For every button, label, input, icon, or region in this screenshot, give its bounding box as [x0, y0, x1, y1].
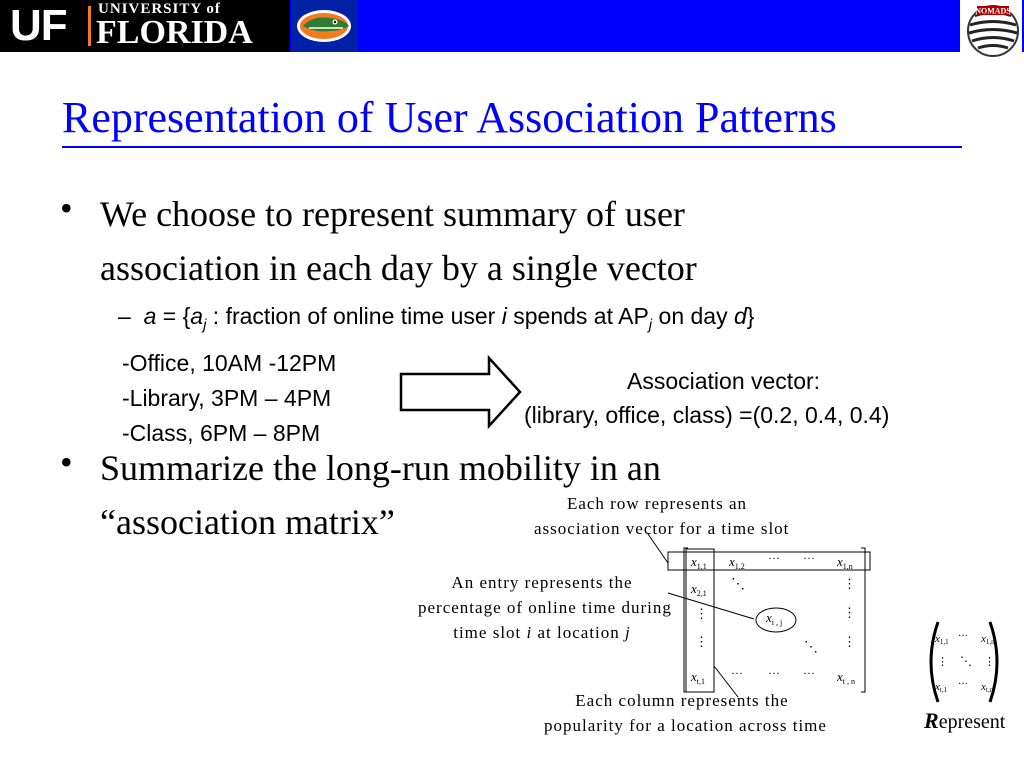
m-dots-r1b: ··· — [803, 551, 815, 565]
m-xtn: x — [837, 669, 843, 684]
svg-text:xt,1 — [690, 669, 705, 686]
s-dots-1: ··· — [958, 631, 968, 642]
m-dots-rt1: ··· — [731, 666, 743, 680]
m-vdots-r2: ⋮ — [843, 576, 856, 591]
column-annotation-line-2: popularity for a location across time — [544, 716, 827, 735]
association-vector-label: Association vector: — [627, 368, 821, 394]
entry-text-a: time slot — [453, 623, 527, 642]
s-xt1: x — [935, 681, 940, 693]
definition-text-2: spends at AP — [506, 303, 649, 329]
m-dots-rt3: ··· — [803, 666, 815, 680]
m-subtn: t , n — [842, 677, 856, 686]
s-x11: x — [935, 633, 940, 645]
m-xt1: x — [691, 669, 697, 684]
svg-text:xt , n — [836, 669, 855, 686]
bullet-marker-1: • — [60, 188, 73, 228]
row-annotation-line-1: Each row represents an — [566, 494, 748, 513]
m-sub11: 1,1 — [696, 562, 707, 571]
entry-annotation-line-1: An entry represents the — [451, 573, 633, 592]
schedule-library: -Library, 3PM – 4PM — [122, 385, 332, 411]
sub-bullet-dash: – — [118, 303, 131, 329]
svg-text:xt,n — [980, 681, 994, 694]
sub-j-1: j — [203, 316, 207, 334]
m-xij: x — [766, 610, 772, 625]
represent-caption — [924, 708, 1005, 734]
s-subt1: t,1 — [939, 686, 948, 694]
entry-annotation-line-2: percentage of online time during — [418, 598, 672, 617]
bullet-2-line-1: Summarize the long-run mobility in an — [100, 448, 661, 488]
small-matrix-icon — [924, 618, 1004, 706]
association-matrix-diagram — [640, 530, 880, 700]
svg-text:xt,1 — [934, 681, 948, 694]
s-dots-2: ··· — [958, 679, 968, 690]
m-x12: x — [729, 554, 735, 569]
represent-R: R — [924, 708, 939, 733]
m-dots-rt2: ··· — [768, 666, 780, 680]
svg-text:x2,1 — [690, 581, 707, 598]
bullet-1-line-1: We choose to represent summary of user — [100, 194, 685, 234]
florida-text: FLORIDA — [96, 14, 253, 51]
s-ddots: ⋱ — [960, 654, 972, 668]
s-xtn: x — [981, 681, 986, 693]
m-sub21: 2,1 — [696, 589, 707, 598]
eq-open: = { — [156, 303, 191, 329]
s-x1n: x — [981, 633, 986, 645]
university-of-text: UNIVERSITY of — [98, 1, 221, 17]
nomads-globe-logo[interactable] — [960, 0, 1022, 62]
logo-divider — [88, 6, 91, 46]
m-vdots-c1b: ⋮ — [695, 634, 708, 649]
var-i: i — [501, 303, 507, 329]
bullet-2-line-2: “association matrix” — [100, 502, 395, 542]
m-sub1n: 1,n — [842, 562, 853, 571]
m-dots-r1a: ··· — [768, 551, 780, 565]
definition-text-3: on day — [652, 303, 734, 329]
bullet-1-line-2: association in each day by a single vector — [100, 248, 697, 288]
svg-text:x1,n — [836, 554, 853, 571]
bullet-marker-2: • — [60, 442, 73, 482]
entry-var-j: j — [625, 623, 631, 642]
entry-var-i: i — [526, 623, 533, 642]
svg-text:x1,1 — [690, 554, 707, 571]
represent-rest: epresent — [938, 711, 1006, 733]
svg-text:xi , j — [765, 610, 782, 627]
gator-logo-icon — [291, 0, 358, 52]
m-subij: i , j — [771, 618, 783, 627]
schedule-class: -Class, 6PM – 8PM — [122, 420, 321, 446]
slide-title: Representation of User Association Patterns — [62, 93, 837, 142]
svg-text:x1,1 — [934, 633, 949, 646]
s-vdots-2: ⋮ — [984, 656, 995, 668]
close-brace: } — [746, 303, 755, 329]
entry-annotation — [418, 570, 672, 645]
sub-j-2: j — [648, 316, 653, 334]
m-sub12: 1,2 — [734, 562, 745, 571]
m-ddots-2: ⋱ — [804, 640, 818, 655]
uf-logo[interactable] — [0, 0, 290, 52]
schedule-office: -Office, 10AM -12PM — [122, 350, 337, 376]
column-annotation-line-1: Each column represents the — [575, 691, 789, 710]
s-sub11: 1,1 — [939, 638, 949, 646]
association-vector-value: (library, office, class) =(0.2, 0.4, 0.4) — [524, 402, 890, 428]
m-subt1: t,1 — [696, 677, 706, 686]
s-vdots-1: ⋮ — [937, 656, 948, 668]
m-vdots-cna: ⋮ — [843, 605, 856, 620]
s-subtn: t,n — [985, 686, 994, 694]
right-arrow-icon — [398, 355, 524, 429]
svg-text:x1,2 — [728, 554, 745, 571]
var-a: a — [143, 303, 157, 329]
header-bar — [0, 0, 1024, 52]
m-vdots-c1a: ⋮ — [695, 606, 708, 621]
sub-bullet-definition — [118, 303, 754, 334]
var-d: d — [733, 303, 747, 329]
var-aj: a — [190, 303, 204, 329]
uf-monogram: UF — [10, 1, 67, 50]
m-ddots-1: ⋱ — [731, 577, 745, 592]
m-x11: x — [691, 554, 697, 569]
m-x1n: x — [837, 554, 843, 569]
s-sub1n: 1,n — [985, 638, 995, 646]
row-annotation-line-2: association vector for a time slot — [534, 519, 790, 538]
definition-text-1: : fraction of online time user — [206, 303, 502, 329]
nomads-text: NOMADS — [975, 6, 1011, 16]
m-x21: x — [691, 581, 697, 596]
entry-text-b: at location — [532, 623, 626, 642]
entry-annotation-line-3 — [418, 620, 666, 645]
title-underline — [62, 146, 962, 148]
m-vdots-cnb: ⋮ — [843, 634, 856, 649]
